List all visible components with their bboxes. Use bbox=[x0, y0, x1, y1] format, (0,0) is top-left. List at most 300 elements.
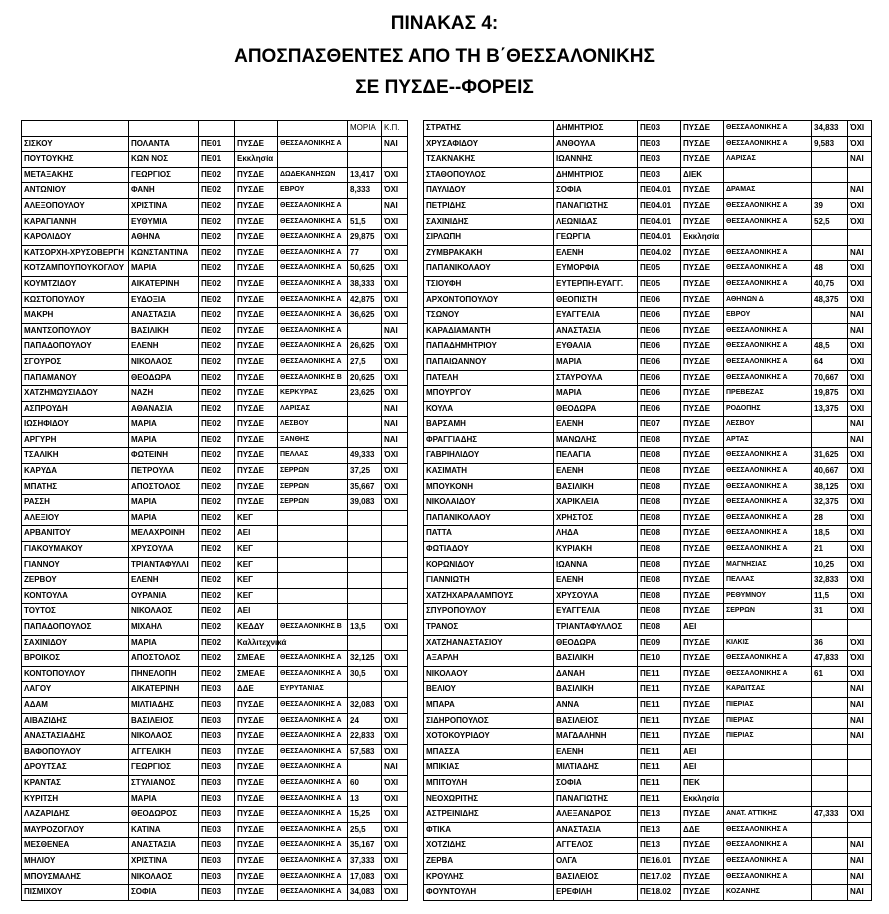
firstname-cell: ΑΙΚΑΤΕΡΙΝΗ bbox=[129, 682, 199, 698]
specialty-cell: ΠΕ03 bbox=[638, 152, 681, 168]
kp-cell bbox=[848, 620, 872, 636]
specialty-cell: ΠΕ11 bbox=[638, 682, 681, 698]
kp-cell: ΌΧΙ bbox=[382, 791, 408, 807]
region-cell: ΘΕΣΣΑΛΟΝΙΚΗΣ Α bbox=[278, 853, 348, 869]
firstname-cell: ΒΑΣΙΛΕΙΟΣ bbox=[554, 869, 638, 885]
specialty-cell: ΠΕ11 bbox=[638, 697, 681, 713]
body-cell: ΠΥΣΔΕ bbox=[681, 885, 724, 901]
table-row bbox=[424, 869, 872, 885]
table-row bbox=[22, 588, 408, 604]
specialty-cell: ΠΕ02 bbox=[199, 635, 235, 651]
body-cell: ΠΥΣΔΕ bbox=[681, 339, 724, 355]
points-cell: 64 bbox=[812, 354, 848, 370]
kp-cell: ΌΧΙ bbox=[848, 214, 872, 230]
kp-cell: ΌΧΙ bbox=[848, 479, 872, 495]
firstname-cell: ΒΑΣΙΛΕΙΟΣ bbox=[554, 713, 638, 729]
specialty-cell: ΠΕ09 bbox=[638, 635, 681, 651]
surname-cell: ΜΠΟΥΣΜΑΛΗΣ bbox=[22, 869, 129, 885]
points-cell: 32,833 bbox=[812, 573, 848, 589]
firstname-cell: ΘΕΟΔΩΡΑ bbox=[554, 401, 638, 417]
specialty-cell: ΠΕ02 bbox=[199, 651, 235, 667]
kp-cell: ΌΧΙ bbox=[382, 807, 408, 823]
surname-cell: ΜΕΤΑΞΑΚΗΣ bbox=[22, 167, 129, 183]
surname-cell: ΧΑΤΖΗΜΩΥΣΙΑΔΟΥ bbox=[22, 386, 129, 402]
points-cell bbox=[812, 682, 848, 698]
body-cell: ΠΥΣΔΕ bbox=[681, 121, 724, 137]
points-cell bbox=[348, 510, 382, 526]
body-cell: ΠΥΣΔΕ bbox=[235, 370, 278, 386]
table-row bbox=[424, 464, 872, 480]
firstname-cell: ΑΘΑΝΑΣΙΑ bbox=[129, 401, 199, 417]
points-cell: 47,333 bbox=[812, 807, 848, 823]
specialty-cell: ΠΕ03 bbox=[199, 807, 235, 823]
table-row bbox=[424, 620, 872, 636]
points-cell: 60 bbox=[348, 775, 382, 791]
firstname-cell: ΕΛΕΝΗ bbox=[554, 573, 638, 589]
region-cell: ΘΕΣΣΑΛΟΝΙΚΗΣ Α bbox=[278, 838, 348, 854]
body-cell: ΑΕΙ bbox=[235, 604, 278, 620]
specialty-cell: ΠΕ03 bbox=[199, 838, 235, 854]
firstname-cell: ΑΝΝΑ bbox=[554, 697, 638, 713]
specialty-cell: ΠΕ06 bbox=[638, 370, 681, 386]
points-cell: 8,333 bbox=[348, 183, 382, 199]
table-row bbox=[22, 542, 408, 558]
region-cell: ΕΥΡΥΤΑΝΙΑΣ bbox=[278, 682, 348, 698]
firstname-cell: ΑΓΓΕΛΟΣ bbox=[554, 838, 638, 854]
kp-cell: ΝΑΙ bbox=[848, 432, 872, 448]
surname-cell: ΓΑΒΡΙΗΛΙΔΟΥ bbox=[424, 448, 554, 464]
firstname-cell: ΝΙΚΟΛΑΟΣ bbox=[129, 354, 199, 370]
specialty-cell: ΠΕ01 bbox=[199, 136, 235, 152]
surname-cell: ΣΤΑΘΟΠΟΥΛΟΣ bbox=[424, 167, 554, 183]
table-row bbox=[22, 245, 408, 261]
points-cell: 34,833 bbox=[812, 121, 848, 137]
surname-cell: ΚΥΡΙΤΣΗ bbox=[22, 791, 129, 807]
firstname-cell: ΝΙΚΟΛΑΟΣ bbox=[129, 729, 199, 745]
kp-cell bbox=[848, 744, 872, 760]
points-cell: 13,5 bbox=[348, 620, 382, 636]
firstname-cell: ΒΑΣΙΛΕΙΟΣ bbox=[129, 713, 199, 729]
body-cell: ΠΥΣΔΕ bbox=[235, 230, 278, 246]
table-row bbox=[424, 121, 872, 137]
specialty-cell: ΠΕ02 bbox=[199, 245, 235, 261]
region-cell: ΘΕΣΣΑΛΟΝΙΚΗΣ Α bbox=[278, 869, 348, 885]
points-cell: 35,667 bbox=[348, 479, 382, 495]
body-cell: ΔΔΕ bbox=[681, 822, 724, 838]
specialty-cell: ΠΕ07 bbox=[638, 417, 681, 433]
body-cell: ΠΥΣΔΕ bbox=[681, 245, 724, 261]
firstname-cell: ΧΡΥΣΟΥΛΑ bbox=[554, 588, 638, 604]
specialty-cell: ΠΕ13 bbox=[638, 838, 681, 854]
body-cell: ΑΕΙ bbox=[681, 760, 724, 776]
firstname-cell: ΜΑΡΙΑ bbox=[554, 386, 638, 402]
body-cell: ΠΥΣΔΕ bbox=[681, 136, 724, 152]
body-cell: ΠΥΣΔΕ bbox=[235, 807, 278, 823]
surname-cell: ΜΑΥΡΟΖΟΓΛΟΥ bbox=[22, 822, 129, 838]
firstname-cell: ΜΑΡΙΑ bbox=[129, 261, 199, 277]
points-cell: 32,375 bbox=[812, 495, 848, 511]
body-cell: ΠΥΣΔΕ bbox=[235, 214, 278, 230]
table-row bbox=[22, 448, 408, 464]
firstname-cell: ΓΕΩΡΓΙΟΣ bbox=[129, 760, 199, 776]
firstname-cell: ΕΛΕΝΗ bbox=[554, 417, 638, 433]
kp-cell: ΌΧΙ bbox=[848, 635, 872, 651]
kp-cell: ΝΑΙ bbox=[848, 323, 872, 339]
firstname-cell: ΘΕΟΔΩΡΟΣ bbox=[129, 807, 199, 823]
points-cell: 32,125 bbox=[348, 651, 382, 667]
body-cell: ΠΥΣΔΕ bbox=[235, 261, 278, 277]
points-cell: 57,583 bbox=[348, 744, 382, 760]
surname-cell: ΧΑΤΖΗΑΝΑΣΤΑΣΙΟΥ bbox=[424, 635, 554, 651]
firstname-cell: ΣΤΑΥΡΟΥΛΑ bbox=[554, 370, 638, 386]
kp-cell bbox=[848, 760, 872, 776]
firstname-cell: ΜΑΓΔΑΛΗΝΗ bbox=[554, 729, 638, 745]
region-cell: ΘΕΣΣΑΛΟΝΙΚΗΣ Α bbox=[724, 526, 812, 542]
header-cell bbox=[199, 121, 235, 137]
table-row bbox=[22, 198, 408, 214]
body-cell: ΔΔΕ bbox=[235, 682, 278, 698]
table-row bbox=[424, 557, 872, 573]
specialty-cell: ΠΕ02 bbox=[199, 448, 235, 464]
surname-cell: ΜΠΟΥΡΓΟΥ bbox=[424, 386, 554, 402]
surname-cell: ΔΡΟΥΤΣΑΣ bbox=[22, 760, 129, 776]
region-cell: ΘΕΣΣΑΛΟΝΙΚΗΣ Α bbox=[724, 198, 812, 214]
firstname-cell: ΜΑΡΙΑ bbox=[129, 510, 199, 526]
kp-cell bbox=[382, 557, 408, 573]
points-cell: 15,25 bbox=[348, 807, 382, 823]
kp-cell bbox=[382, 604, 408, 620]
specialty-cell: ΠΕ02 bbox=[199, 464, 235, 480]
kp-cell bbox=[382, 526, 408, 542]
table-row bbox=[22, 276, 408, 292]
firstname-cell: ΜΙΧΑΗΛ bbox=[129, 620, 199, 636]
kp-cell: ΌΧΙ bbox=[382, 822, 408, 838]
surname-cell: ΠΑΠΑΝΙΚΟΛΑΟΥ bbox=[424, 510, 554, 526]
region-cell: ΠΕΛΛΑΣ bbox=[278, 448, 348, 464]
surname-cell: ΣΠΥΡΟΠΟΥΛΟΥ bbox=[424, 604, 554, 620]
firstname-cell: ΙΩΑΝΝΑ bbox=[554, 557, 638, 573]
surname-cell: ΝΙΚΟΛΑΟΥ bbox=[424, 666, 554, 682]
kp-cell bbox=[848, 167, 872, 183]
region-cell: ΠΙΕΡΙΑΣ bbox=[724, 729, 812, 745]
left-table bbox=[21, 120, 408, 901]
table-row bbox=[424, 791, 872, 807]
region-cell: ΘΕΣΣΑΛΟΝΙΚΗΣ Α bbox=[278, 339, 348, 355]
firstname-cell: ΜΑΡΙΑ bbox=[129, 791, 199, 807]
region-cell: ΡΟΔΟΠΗΣ bbox=[724, 401, 812, 417]
region-cell: ΕΒΡΟΥ bbox=[278, 183, 348, 199]
region-cell: ΘΕΣΣΑΛΟΝΙΚΗΣ Α bbox=[724, 838, 812, 854]
surname-cell: ΡΑΣΣΗ bbox=[22, 495, 129, 511]
region-cell bbox=[278, 557, 348, 573]
specialty-cell: ΠΕ02 bbox=[199, 292, 235, 308]
table-row bbox=[22, 838, 408, 854]
kp-cell: ΌΧΙ bbox=[382, 666, 408, 682]
region-cell: ΘΕΣΣΑΛΟΝΙΚΗΣ Α bbox=[278, 198, 348, 214]
table-row bbox=[424, 198, 872, 214]
table-header-row bbox=[22, 121, 408, 137]
region-cell bbox=[278, 152, 348, 168]
table-row bbox=[424, 276, 872, 292]
table-row bbox=[22, 713, 408, 729]
body-cell: ΣΜΕΑΕ bbox=[235, 651, 278, 667]
points-cell bbox=[348, 760, 382, 776]
firstname-cell: ΜΑΡΙΑ bbox=[129, 635, 199, 651]
table-row bbox=[424, 261, 872, 277]
surname-cell: ΑΡΒΑΝΙΤΟΥ bbox=[22, 526, 129, 542]
region-cell: ΘΕΣΣΑΛΟΝΙΚΗΣ Α bbox=[278, 885, 348, 901]
specialty-cell: ΠΕ02 bbox=[199, 386, 235, 402]
region-cell: ΘΕΣΣΑΛΟΝΙΚΗΣ Α bbox=[278, 791, 348, 807]
region-cell: ΘΕΣΣΑΛΟΝΙΚΗΣ Α bbox=[278, 245, 348, 261]
region-cell: ΔΩΔΕΚΑΝΗΣΩΝ bbox=[278, 167, 348, 183]
firstname-cell: ΤΡΙΑΝΤΑΦΥΛΛΙ bbox=[129, 557, 199, 573]
specialty-cell: ΠΕ13 bbox=[638, 822, 681, 838]
firstname-cell: ΕΥΑΓΓΕΛΙΑ bbox=[554, 604, 638, 620]
body-cell: ΠΥΣΔΕ bbox=[681, 526, 724, 542]
specialty-cell: ΠΕ04.01 bbox=[638, 230, 681, 246]
region-cell: ΚΟΖΑΝΗΣ bbox=[724, 885, 812, 901]
body-cell: ΠΥΣΔΕ bbox=[235, 183, 278, 199]
body-cell: ΠΥΣΔΕ bbox=[235, 136, 278, 152]
points-cell bbox=[348, 557, 382, 573]
region-cell: ΘΕΣΣΑΛΟΝΙΚΗΣ Α bbox=[724, 479, 812, 495]
region-cell bbox=[278, 510, 348, 526]
kp-cell: ΌΧΙ bbox=[848, 464, 872, 480]
body-cell: ΠΥΣΔΕ bbox=[681, 557, 724, 573]
table-row bbox=[22, 339, 408, 355]
region-cell: ΘΕΣΣΑΛΟΝΙΚΗΣ Α bbox=[278, 729, 348, 745]
surname-cell: ΓΙΑΚΟΥΜΑΚΟΥ bbox=[22, 542, 129, 558]
region-cell bbox=[278, 635, 348, 651]
points-cell bbox=[812, 729, 848, 745]
firstname-cell: ΕΥΘΥΜΙΑ bbox=[129, 214, 199, 230]
surname-cell: ΜΠΟΥΚΟΝΗ bbox=[424, 479, 554, 495]
firstname-cell: ΝΑΖΗ bbox=[129, 386, 199, 402]
body-cell: ΠΥΣΔΕ bbox=[681, 448, 724, 464]
kp-cell: ΌΧΙ bbox=[382, 339, 408, 355]
kp-cell: ΌΧΙ bbox=[382, 697, 408, 713]
body-cell: ΠΥΣΔΕ bbox=[235, 198, 278, 214]
points-cell: 38,333 bbox=[348, 276, 382, 292]
table-row bbox=[424, 588, 872, 604]
points-cell bbox=[812, 760, 848, 776]
points-cell: 17,083 bbox=[348, 869, 382, 885]
kp-cell: ΌΧΙ bbox=[848, 526, 872, 542]
firstname-cell: ΠΑΝΑΓΙΩΤΗΣ bbox=[554, 198, 638, 214]
surname-cell: ΑΙΒΑΖΙΔΗΣ bbox=[22, 713, 129, 729]
kp-cell: ΌΧΙ bbox=[382, 885, 408, 901]
surname-cell: ΚΑΡΑΓΙΑΝΝΗ bbox=[22, 214, 129, 230]
surname-cell: ΦΤΙΚΑ bbox=[424, 822, 554, 838]
table-row bbox=[424, 308, 872, 324]
specialty-cell: ΠΕ02 bbox=[199, 214, 235, 230]
surname-cell: ΑΣΠΡΟΥΔΗ bbox=[22, 401, 129, 417]
points-cell: 27,5 bbox=[348, 354, 382, 370]
surname-cell: ΧΑΤΖΗΧΑΡΑΛΑΜΠΟΥΣ bbox=[424, 588, 554, 604]
kp-cell: ΌΧΙ bbox=[382, 292, 408, 308]
body-cell: ΠΥΣΔΕ bbox=[681, 604, 724, 620]
region-cell: ΘΕΣΣΑΛΟΝΙΚΗΣ Α bbox=[724, 276, 812, 292]
body-cell: ΠΥΣΔΕ bbox=[681, 183, 724, 199]
specialty-cell: ΠΕ08 bbox=[638, 542, 681, 558]
kp-cell: ΝΑΙ bbox=[848, 869, 872, 885]
specialty-cell: ΠΕ02 bbox=[199, 432, 235, 448]
kp-cell: ΝΑΙ bbox=[382, 136, 408, 152]
table-row bbox=[424, 152, 872, 168]
kp-cell: ΝΑΙ bbox=[848, 713, 872, 729]
surname-cell: ΚΟΝΤΟΥΛΑ bbox=[22, 588, 129, 604]
points-cell: 37,25 bbox=[348, 464, 382, 480]
points-cell: 28 bbox=[812, 510, 848, 526]
body-cell: ΠΥΣΔΕ bbox=[681, 417, 724, 433]
body-cell: ΠΥΣΔΕ bbox=[235, 417, 278, 433]
specialty-cell: ΠΕ03 bbox=[199, 822, 235, 838]
firstname-cell: ΣΟΦΙΑ bbox=[554, 183, 638, 199]
surname-cell: ΠΑΥΛΙΔΟΥ bbox=[424, 183, 554, 199]
table-row bbox=[22, 651, 408, 667]
points-cell bbox=[812, 822, 848, 838]
body-cell: ΠΥΣΔΕ bbox=[681, 354, 724, 370]
body-cell: ΠΥΣΔΕ bbox=[681, 152, 724, 168]
points-cell bbox=[348, 136, 382, 152]
firstname-cell: ΑΠΟΣΤΟΛΟΣ bbox=[129, 651, 199, 667]
points-cell: 31,625 bbox=[812, 448, 848, 464]
specialty-cell: ΠΕ03 bbox=[199, 760, 235, 776]
firstname-cell: ΔΗΜΗΤΡΙΟΣ bbox=[554, 121, 638, 137]
region-cell: ΘΕΣΣΑΛΟΝΙΚΗΣ Α bbox=[278, 713, 348, 729]
points-cell: 40,667 bbox=[812, 464, 848, 480]
firstname-cell: ΒΑΣΙΛΙΚΗ bbox=[129, 323, 199, 339]
specialty-cell: ΠΕ13 bbox=[638, 807, 681, 823]
body-cell: ΠΥΣΔΕ bbox=[681, 479, 724, 495]
firstname-cell: ΑΝΑΣΤΑΣΙΑ bbox=[554, 323, 638, 339]
body-cell: ΠΥΣΔΕ bbox=[681, 573, 724, 589]
region-cell: ΘΕΣΣΑΛΟΝΙΚΗΣ Α bbox=[724, 666, 812, 682]
kp-cell bbox=[848, 822, 872, 838]
surname-cell: ΑΡΧΟΝΤΟΠΟΥΛΟΥ bbox=[424, 292, 554, 308]
firstname-cell: ΚΑΤΙΝΑ bbox=[129, 822, 199, 838]
region-cell: ΔΡΑΜΑΣ bbox=[724, 183, 812, 199]
surname-cell: ΣΑΧΙΝΙΔΗΣ bbox=[424, 214, 554, 230]
region-cell bbox=[278, 588, 348, 604]
specialty-cell: ΠΕ03 bbox=[199, 729, 235, 745]
firstname-cell: ΓΕΩΡΓΙΑ bbox=[554, 230, 638, 246]
region-cell bbox=[724, 230, 812, 246]
surname-cell: ΚΟΥΜΤΖΙΔΟΥ bbox=[22, 276, 129, 292]
surname-cell: ΚΑΡΥΔΑ bbox=[22, 464, 129, 480]
points-cell: 13,417 bbox=[348, 167, 382, 183]
points-cell: 34,083 bbox=[348, 885, 382, 901]
firstname-cell: ΚΩΝ ΝΟΣ bbox=[129, 152, 199, 168]
points-cell: 47,833 bbox=[812, 651, 848, 667]
surname-cell: ΖΕΡΒΑ bbox=[424, 853, 554, 869]
specialty-cell: ΠΕ02 bbox=[199, 573, 235, 589]
points-cell: 23,625 bbox=[348, 386, 382, 402]
points-cell bbox=[348, 323, 382, 339]
points-cell bbox=[812, 885, 848, 901]
table-row bbox=[22, 697, 408, 713]
table-row bbox=[424, 479, 872, 495]
points-cell bbox=[812, 308, 848, 324]
table-row bbox=[424, 729, 872, 745]
body-cell: ΠΥΣΔΕ bbox=[681, 198, 724, 214]
points-cell: 29,875 bbox=[348, 230, 382, 246]
body-cell: ΠΥΣΔΕ bbox=[681, 682, 724, 698]
table-row bbox=[424, 167, 872, 183]
table-row bbox=[424, 495, 872, 511]
region-cell: ΣΕΡΡΩΝ bbox=[278, 495, 348, 511]
body-cell: ΠΥΣΔΕ bbox=[235, 448, 278, 464]
region-cell: ΘΕΣΣΑΛΟΝΙΚΗΣ Α bbox=[278, 323, 348, 339]
table-row bbox=[424, 386, 872, 402]
region-cell: ΘΕΣΣΑΛΟΝΙΚΗΣ Α bbox=[278, 276, 348, 292]
firstname-cell: ΑΠΟΣΤΟΛΟΣ bbox=[129, 479, 199, 495]
region-cell: ΘΕΣΣΑΛΟΝΙΚΗΣ Α bbox=[724, 370, 812, 386]
body-cell: ΠΥΣΔΕ bbox=[235, 775, 278, 791]
firstname-cell: ΑΝΘΟΥΛΑ bbox=[554, 136, 638, 152]
table-row bbox=[424, 573, 872, 589]
body-cell: ΣΜΕΑΕ bbox=[235, 666, 278, 682]
firstname-cell: ΠΑΝΑΓΙΩΤΗΣ bbox=[554, 791, 638, 807]
kp-cell bbox=[382, 682, 408, 698]
specialty-cell: ΠΕ02 bbox=[199, 230, 235, 246]
region-cell: ΜΑΓΝΗΣΙΑΣ bbox=[724, 557, 812, 573]
body-cell: ΠΥΣΔΕ bbox=[681, 635, 724, 651]
firstname-cell: ΕΛΕΝΗ bbox=[554, 245, 638, 261]
points-cell bbox=[348, 604, 382, 620]
body-cell: ΠΥΣΔΕ bbox=[235, 354, 278, 370]
kp-cell: ΌΧΙ bbox=[848, 292, 872, 308]
specialty-cell: ΠΕ08 bbox=[638, 479, 681, 495]
body-cell: ΠΥΣΔΕ bbox=[235, 729, 278, 745]
specialty-cell: ΠΕ06 bbox=[638, 354, 681, 370]
kp-cell bbox=[382, 510, 408, 526]
specialty-cell: ΠΕ03 bbox=[199, 869, 235, 885]
points-cell: 13,375 bbox=[812, 401, 848, 417]
table-row bbox=[424, 775, 872, 791]
table-row bbox=[22, 682, 408, 698]
kp-cell: ΝΑΙ bbox=[848, 729, 872, 745]
body-cell: ΠΥΣΔΕ bbox=[681, 651, 724, 667]
kp-cell: ΌΧΙ bbox=[382, 838, 408, 854]
region-cell: ΘΕΣΣΑΛΟΝΙΚΗΣ Α bbox=[724, 869, 812, 885]
specialty-cell: ΠΕ08 bbox=[638, 448, 681, 464]
kp-cell: ΝΑΙ bbox=[848, 152, 872, 168]
table-row bbox=[424, 292, 872, 308]
specialty-cell: ΠΕ05 bbox=[638, 276, 681, 292]
specialty-cell: ΠΕ02 bbox=[199, 417, 235, 433]
kp-cell: ΌΧΙ bbox=[382, 869, 408, 885]
region-cell bbox=[278, 604, 348, 620]
points-cell: 70,667 bbox=[812, 370, 848, 386]
specialty-cell: ΠΕ03 bbox=[199, 853, 235, 869]
firstname-cell: ΜΙΛΤΙΑΔΗΣ bbox=[129, 697, 199, 713]
table-row bbox=[424, 697, 872, 713]
kp-cell: ΝΑΙ bbox=[382, 432, 408, 448]
kp-cell: ΌΧΙ bbox=[382, 448, 408, 464]
specialty-cell: ΠΕ03 bbox=[199, 713, 235, 729]
points-cell: 11,5 bbox=[812, 588, 848, 604]
firstname-cell: ΒΑΣΙΛΙΚΗ bbox=[554, 479, 638, 495]
points-cell bbox=[812, 323, 848, 339]
firstname-cell: ΘΕΟΔΩΡΑ bbox=[554, 635, 638, 651]
surname-cell: ΒΕΛΙΟΥ bbox=[424, 682, 554, 698]
specialty-cell: ΠΕ11 bbox=[638, 775, 681, 791]
firstname-cell: ΕΥΔΟΞΙΑ bbox=[129, 292, 199, 308]
region-cell bbox=[724, 791, 812, 807]
region-cell: ΛΕΣΒΟΥ bbox=[724, 417, 812, 433]
